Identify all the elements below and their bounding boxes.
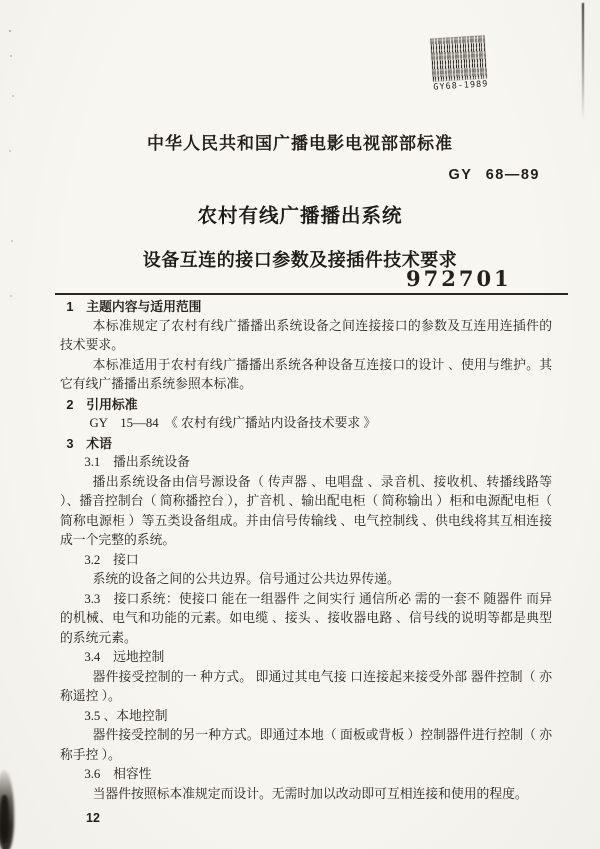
text-block-para: 器件接受控制的另一种方式。即通过本地（ 面板或背板 ）控制器件进行控制（ 亦称手控 ）。 [60,728,552,762]
scan-artifact-line [582,3,584,118]
barcode-image [430,35,487,81]
text-block-sub-para: 3.3 接口系统：使接口 能在一组器件 之间实行 通信所必 需的一套不 随器件 而异的机械、电气和功能的元素。如电缆 、接头 、接收器电路 、信号线的说明等都是典型的系统元素。 [60,591,552,645]
ministry-standard-title: 中华人民共和国广播电影电视部部标准 [147,134,453,153]
header-divider [55,293,568,295]
text-block-para: 当器件按照标本准规定而设计。无需时加以改动即可互相连接和使用的程度。 [92,786,528,801]
text-block-para: 系统的设备之间的公共边界。信号通过公共边界传递。 [92,572,400,586]
text-block-sub-heading: 3.1 播出系统设备 [84,455,190,469]
text-block-section-heading: 3 术语 [66,435,112,451]
text-block-sub-heading: 3.5 、本地控制 [84,708,168,723]
document-title-line1: 农村有线广播播出系统 [197,205,403,227]
text-block-sub-heading: 3.6 相容性 [84,767,152,781]
document-title-line2: 设备互连的接口参数及接插件技术要求 [142,250,458,270]
text-block-sub-heading: 3.4 远地控制 [84,650,165,664]
text-block-para: 播出系统设备由信号源设备（ 传声器 、电唱盘 、录音机、接收机、转播线路等 ）、播音控制台（ 简称播控台 ），扩音机 、输出配电柜（ 简称输出 ）柜和电源配电柜（ 简称电源柜 ）等五类设备组成。并由信号传输线 、电气控制线 、供电线将其互相连接成一个完整的系统。 [60,474,552,547]
text-block-para: 本标准适用于农村有线广播播出系统各种设备互连接口的设计 、使用与维护。其它有线广播播出系统参照本标准。 [60,357,552,391]
barcode-label: GY68-1989 [433,79,489,93]
page-number: 12 [86,811,100,825]
scan-artifact-specks [9,30,11,32]
standard-number: GY 68—89 [448,167,540,183]
text-block-ref: GY 15—84 《 农村有线广播站内设备技术要求 》 [89,416,377,430]
text-block-para: 器件接受控制的一 种方式。 即通过其电气接 口连接起来接受外部 器件控制（ 亦称遥控 ）。 [60,669,552,703]
text-block-section-heading: 2 引用标准 [66,396,138,412]
stamp-number: 972701 [406,266,512,291]
text-block-para: 本标准规定了农村有线广播播出系统设备之间连接接口的参数及互连用连插件的技术要求。 [60,318,552,352]
document-body [60,297,552,829]
scan-artifact-smudge-core [0,795,9,843]
text-block-sub-heading: 3.2 接口 [84,552,139,567]
barcode [430,35,487,92]
text-block-section-heading: 1 主题内容与适用范围 [66,299,202,314]
text-blocks [60,297,552,804]
